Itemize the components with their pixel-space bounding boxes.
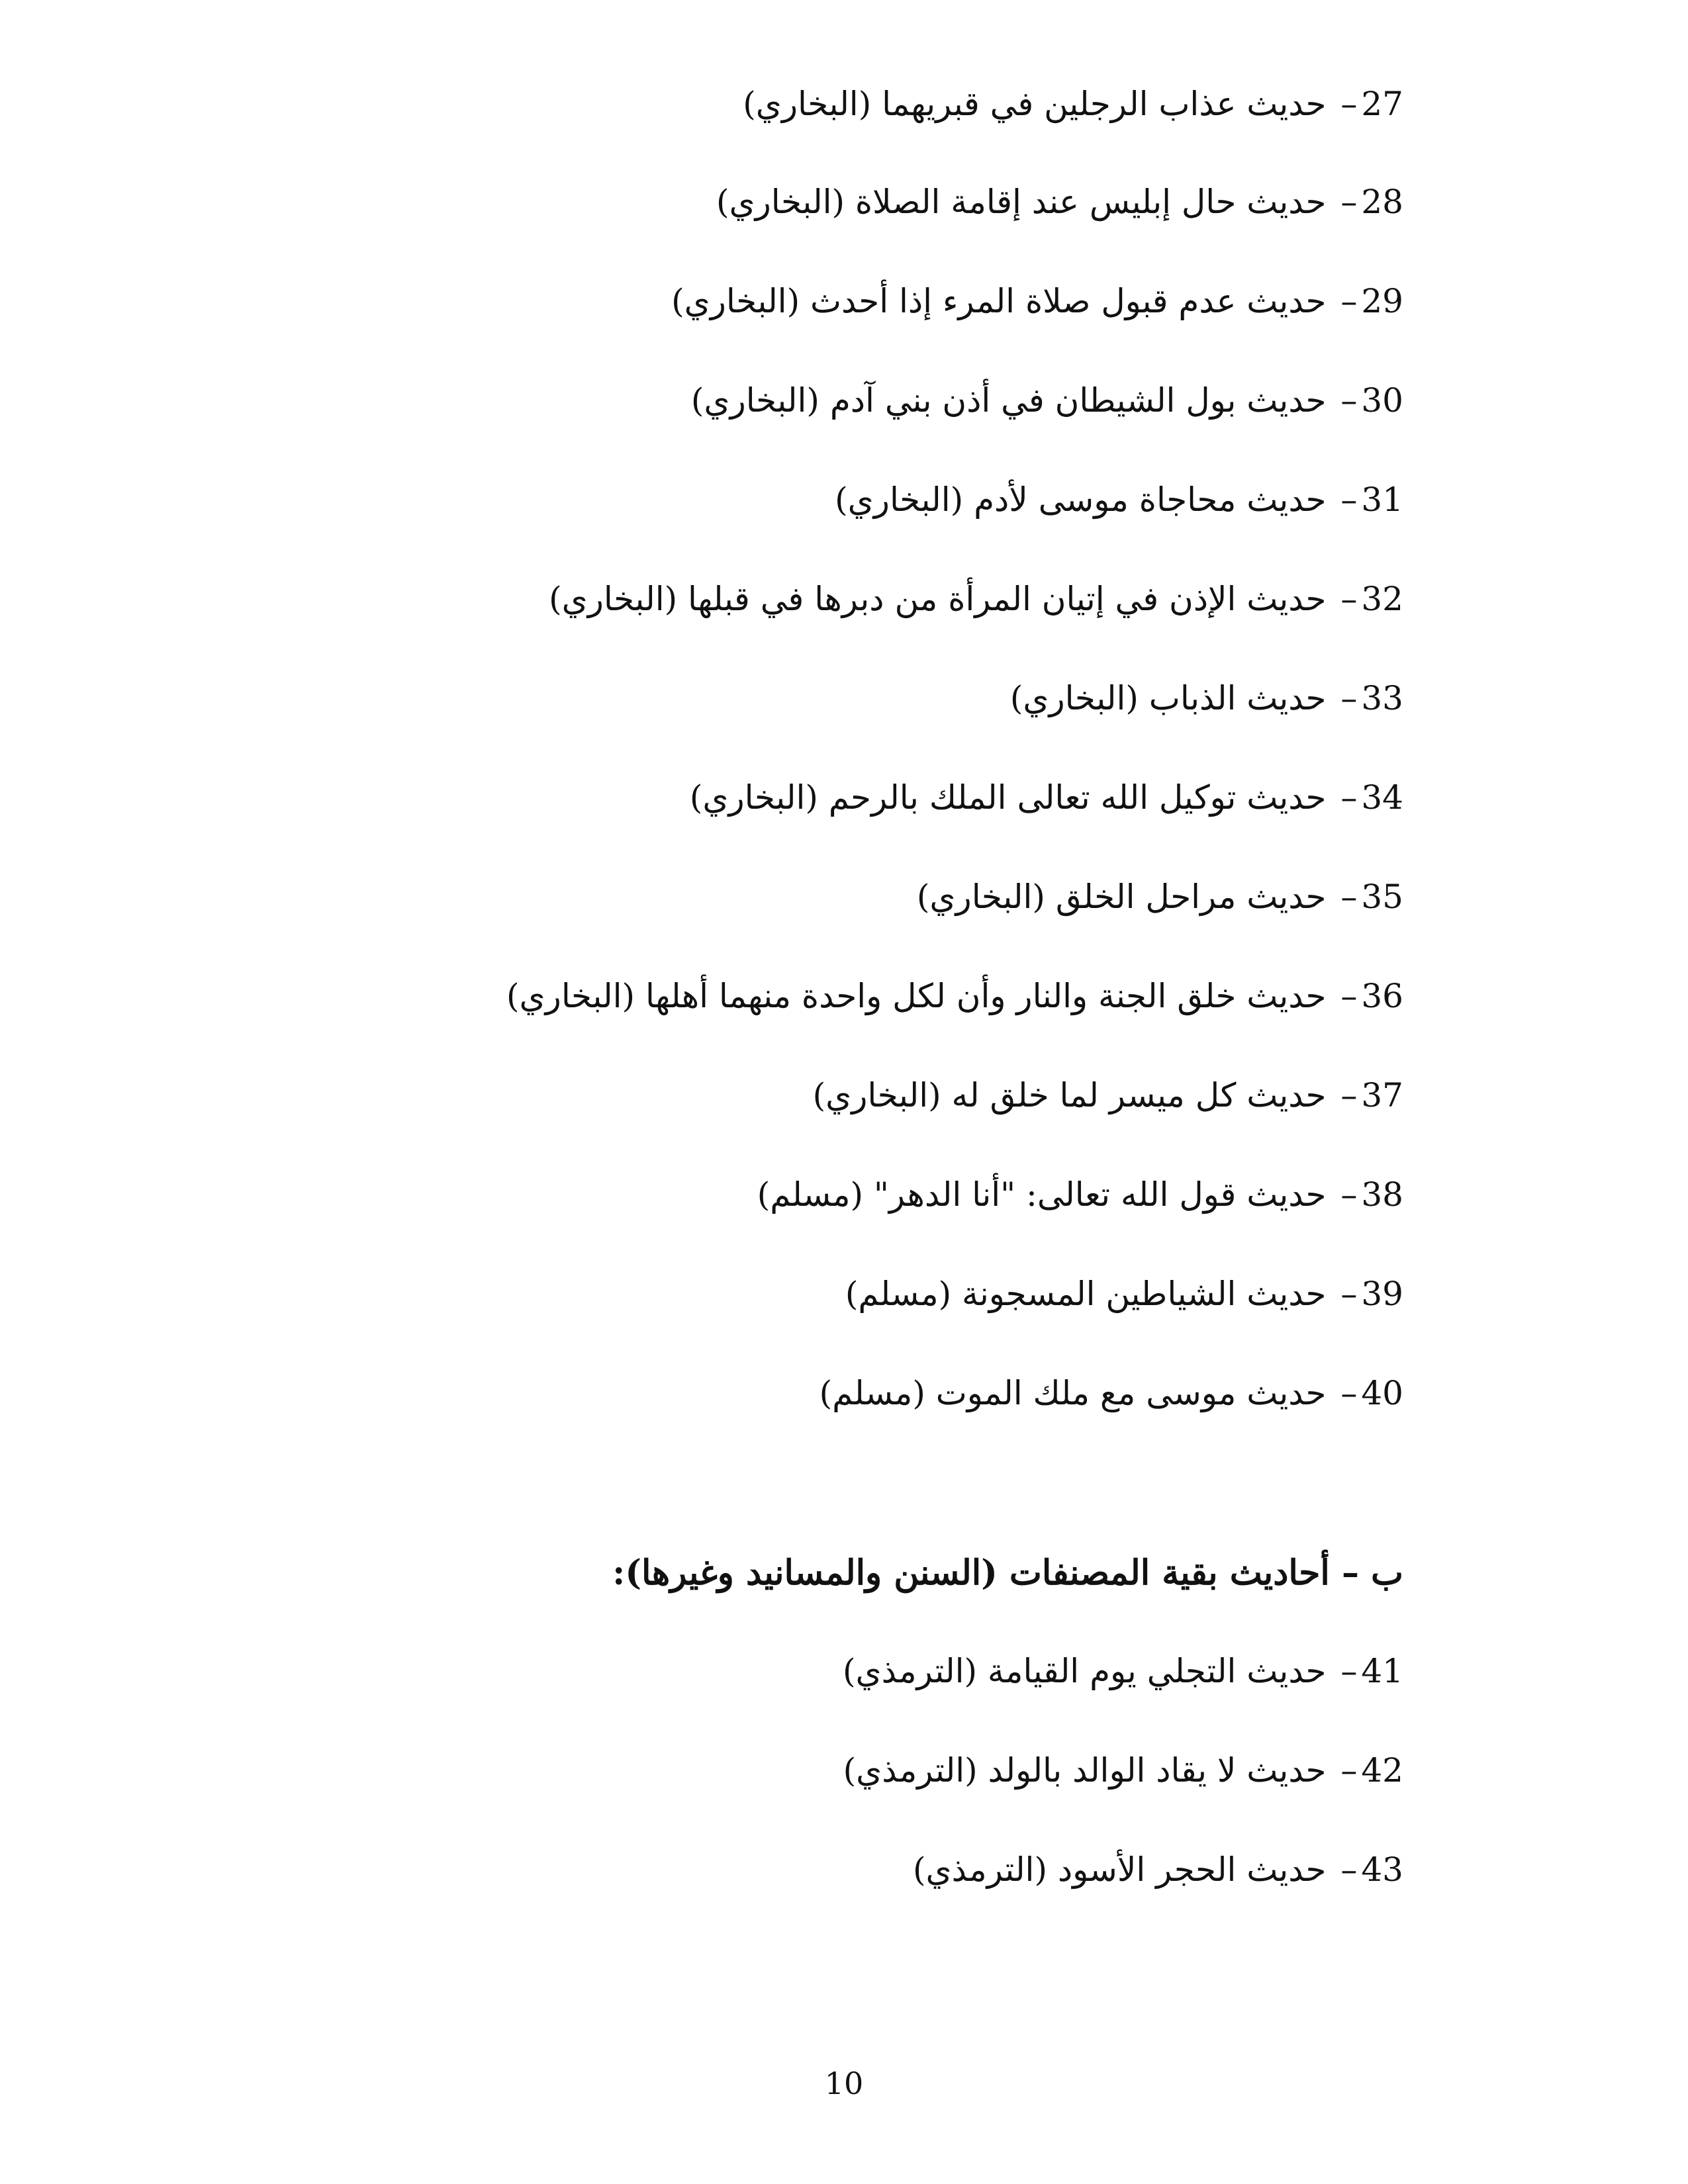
item-number: 41 xyxy=(1361,1652,1403,1690)
list-item: 30– حديث بول الشيطان في أذن بني آدم (البخاري) xyxy=(691,377,1403,424)
list-item: 41– حديث التجلي يوم القيامة (الترمذي) xyxy=(843,1648,1403,1694)
list-item: 32– حديث الإذن في إتيان المرأة من دبرها في قبلها (البخاري) xyxy=(549,576,1403,622)
item-text: حديث توكيل الله تعالى الملك بالرحم (البخاري) xyxy=(689,778,1327,817)
item-number: 28 xyxy=(1361,183,1403,221)
item-text: حديث عذاب الرجلين في قبريهما (البخاري) xyxy=(743,85,1327,123)
item-text: حديث خلق الجنة والنار وأن لكل واحدة منهما أهلها (البخاري) xyxy=(506,977,1327,1015)
list-item: 36– حديث خلق الجنة والنار وأن لكل واحدة منهما أهلها (البخاري) xyxy=(506,973,1403,1019)
item-text: حديث بول الشيطان في أذن بني آدم (البخاري) xyxy=(690,381,1327,420)
item-text: حديث الإذن في إتيان المرأة من دبرها في قبلها (البخاري) xyxy=(549,580,1327,618)
list-item: 31– حديث محاجاة موسى لأدم (البخاري) xyxy=(835,477,1403,523)
item-text: حديث لا يقاد الوالد بالولد (الترمذي) xyxy=(843,1751,1327,1790)
list-item: 37– حديث كل ميسر لما خلق له (البخاري) xyxy=(813,1072,1403,1118)
item-number: 39 xyxy=(1361,1275,1403,1313)
list-item: 38– حديث قول الله تعالى: "أنا الدهر" (مسلم) xyxy=(757,1171,1403,1218)
item-number: 29 xyxy=(1361,282,1403,320)
list-item: 43– حديث الحجر الأسود (الترمذي) xyxy=(913,1846,1403,1893)
list-item: 28– حديث حال إبليس عند إقامة الصلاة (البخاري) xyxy=(716,179,1403,225)
item-number: 38 xyxy=(1361,1175,1403,1214)
item-number: 43 xyxy=(1361,1850,1403,1889)
item-text: حديث محاجاة موسى لأدم (البخاري) xyxy=(835,480,1327,519)
list-item: 34– حديث توكيل الله تعالى الملك بالرحم (البخاري) xyxy=(690,774,1403,821)
list-item: 27– حديث عذاب الرجلين في قبريهما (البخاري) xyxy=(743,81,1403,127)
item-number: 34 xyxy=(1361,778,1403,817)
list-item: 42– حديث لا يقاد الوالد بالولد (الترمذي) xyxy=(843,1747,1403,1794)
item-number: 27 xyxy=(1361,85,1403,123)
section-heading: ب – أحاديث بقية المصنفات (السنن والمسانيد وغيرها): xyxy=(612,1553,1403,1593)
item-number: 42 xyxy=(1361,1751,1403,1790)
item-number: 35 xyxy=(1361,878,1403,916)
item-number: 32 xyxy=(1361,580,1403,618)
item-number: 33 xyxy=(1361,679,1403,717)
list-item: 33– حديث الذباب (البخاري) xyxy=(1010,675,1403,721)
list-item: 40– حديث موسى مع ملك الموت (مسلم) xyxy=(820,1370,1403,1416)
item-text: حديث كل ميسر لما خلق له (البخاري) xyxy=(812,1076,1327,1115)
item-text: حديث قول الله تعالى: "أنا الدهر" (مسلم) xyxy=(757,1175,1327,1214)
item-number: 30 xyxy=(1361,381,1403,420)
list-item: 35– حديث مراحل الخلق (البخاري) xyxy=(917,874,1403,920)
item-number: 31 xyxy=(1361,480,1403,519)
item-text: حديث الحجر الأسود (الترمذي) xyxy=(912,1850,1327,1889)
item-number: 36 xyxy=(1361,977,1403,1015)
item-text: حديث الشياطين المسجونة (مسلم) xyxy=(845,1275,1327,1313)
item-text: حديث الذباب (البخاري) xyxy=(1009,679,1327,717)
item-text: حديث التجلي يوم القيامة (الترمذي) xyxy=(843,1652,1327,1690)
list-item: 39– حديث الشياطين المسجونة (مسلم) xyxy=(845,1271,1403,1317)
list-item: 29– حديث عدم قبول صلاة المرء إذا أحدث (البخاري) xyxy=(671,278,1403,324)
item-text: حديث حال إبليس عند إقامة الصلاة (البخاري) xyxy=(716,183,1327,221)
page-number: 10 xyxy=(824,2066,864,2101)
item-text: حديث عدم قبول صلاة المرء إذا أحدث (البخاري) xyxy=(671,282,1327,320)
item-text: حديث موسى مع ملك الموت (مسلم) xyxy=(819,1374,1327,1412)
item-text: حديث مراحل الخلق (البخاري) xyxy=(916,878,1327,916)
item-number: 37 xyxy=(1361,1076,1403,1115)
item-number: 40 xyxy=(1361,1374,1403,1412)
